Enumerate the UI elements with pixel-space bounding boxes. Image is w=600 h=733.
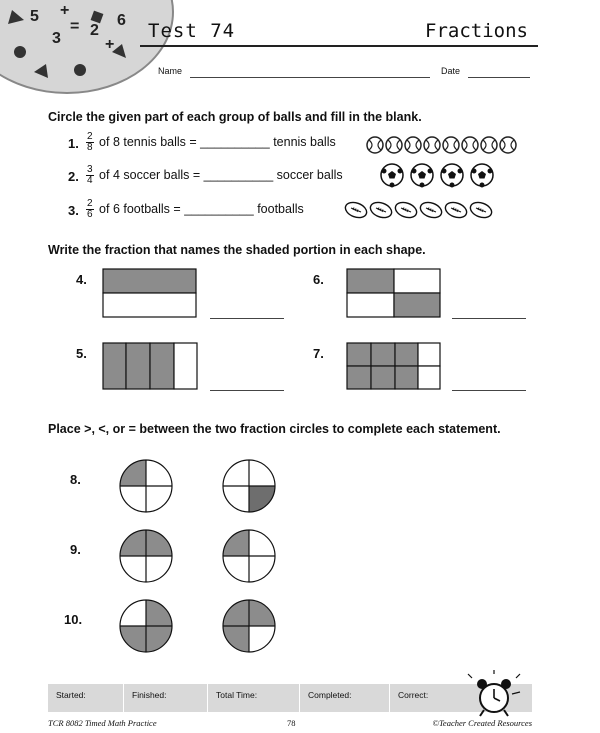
name-label: Name: [158, 66, 183, 76]
q1-tennis-balls: [366, 136, 521, 156]
logo-glyph-equals: =: [70, 18, 80, 35]
q9-number: 9.: [70, 542, 81, 557]
q8-right-circle: [221, 458, 277, 514]
football-icon[interactable]: [393, 200, 418, 220]
q3-number: 3.: [68, 203, 79, 218]
q2-answer-blank[interactable]: __________: [203, 167, 274, 182]
soccer-ball-icon[interactable]: [381, 164, 403, 188]
logo-glyph-3: 3: [52, 30, 61, 47]
tennis-ball-icon[interactable]: [405, 137, 421, 153]
football-icon[interactable]: [443, 200, 468, 220]
q2-number: 2.: [68, 169, 79, 184]
q1-answer-blank[interactable]: __________: [200, 134, 270, 149]
q2-fraction: [86, 165, 94, 186]
logo-glyph-5: 5: [30, 8, 39, 25]
q4-shape: [102, 268, 198, 320]
q4-unshaded-half: [103, 293, 196, 317]
header-logo: [0, 0, 174, 94]
tennis-ball-icon[interactable]: [424, 137, 440, 153]
q9-left-circle: [118, 528, 174, 584]
logo-glyph-6: 6: [117, 12, 126, 29]
q5-answer-line[interactable]: [210, 390, 284, 391]
topic-title: Fractions: [425, 20, 528, 42]
q6-answer-line[interactable]: [452, 318, 526, 319]
q2-prompt: of 4 soccer balls =: [99, 167, 201, 182]
footer-started[interactable]: Started:: [48, 684, 124, 712]
q7-answer-line[interactable]: [452, 390, 526, 391]
q2-soccer-balls: [380, 163, 495, 189]
q5-shape: [102, 342, 198, 390]
q3-footballs: [344, 200, 499, 220]
tennis-ball-icon[interactable]: [386, 137, 402, 153]
alarm-clock-icon: [466, 670, 522, 720]
q2-text: [84, 165, 343, 186]
football-icon[interactable]: [368, 200, 393, 220]
soccer-ball-icon[interactable]: [471, 164, 493, 188]
footer-total-time[interactable]: Total Time:: [208, 684, 300, 712]
soccer-ball-icon[interactable]: [411, 164, 433, 188]
footer-finished[interactable]: Finished:: [124, 684, 208, 712]
q3-text: [84, 199, 304, 220]
q1-number: 1.: [68, 136, 79, 151]
q6-shape: [346, 268, 442, 320]
test-title: Test 74: [148, 20, 236, 42]
q3-denominator: 6: [87, 209, 93, 220]
name-field[interactable]: [190, 77, 430, 78]
football-icon[interactable]: [418, 200, 443, 220]
q6-number: 6.: [313, 272, 324, 287]
footer-left-credit: TCR 8082 Timed Math Practice: [48, 718, 157, 728]
q7-shape: [346, 342, 442, 390]
q1-numerator: 2: [87, 131, 93, 142]
q2-unit: soccer balls: [276, 167, 343, 182]
tennis-ball-icon[interactable]: [443, 137, 459, 153]
q7-number: 7.: [313, 346, 324, 361]
q10-left-circle: [118, 598, 174, 654]
q3-numerator: 2: [87, 198, 93, 209]
q3-prompt: of 6 footballs =: [99, 201, 181, 216]
q3-fraction: [86, 199, 94, 220]
soccer-ball-icon[interactable]: [441, 164, 463, 188]
section2-instruction: Write the fraction that names the shaded portion in each shape.: [48, 243, 426, 257]
logo-glyph-2: 2: [90, 22, 99, 39]
football-icon[interactable]: [344, 200, 369, 220]
q1-prompt: of 8 tennis balls =: [99, 134, 197, 149]
q8-number: 8.: [70, 472, 81, 487]
q10-number: 10.: [64, 612, 83, 627]
tennis-ball-icon[interactable]: [462, 137, 478, 153]
q5-number: 5.: [76, 346, 87, 361]
q8-left-circle: [118, 458, 174, 514]
q4-shaded-half: [103, 269, 196, 293]
tennis-ball-icon[interactable]: [500, 137, 516, 153]
q4-answer-line[interactable]: [210, 318, 284, 319]
section1-instruction: Circle the given part of each group of balls and fill in the blank.: [48, 110, 422, 124]
q10-right-circle: [221, 598, 277, 654]
q9-right-circle: [221, 528, 277, 584]
section3-instruction: Place >, <, or = between the two fraction circles to complete each statement.: [48, 422, 501, 436]
footer-right-credit: ©Teacher Created Resources: [432, 718, 532, 728]
q2-numerator: 3: [87, 164, 93, 175]
q4-number: 4.: [76, 272, 87, 287]
logo-glyph-plus-2: +: [105, 36, 115, 53]
q1-fraction: [86, 132, 94, 153]
footer-page-number: 78: [287, 718, 296, 728]
q1-denominator: 8: [87, 142, 93, 153]
footer-correct[interactable]: Correct:: [398, 690, 429, 700]
logo-glyph-plus: +: [60, 2, 70, 19]
header-rule: [140, 45, 538, 47]
tennis-ball-icon[interactable]: [367, 137, 383, 153]
tennis-ball-icon[interactable]: [481, 137, 497, 153]
date-field[interactable]: [468, 77, 530, 78]
q2-denominator: 4: [87, 175, 93, 186]
footer-bar: [48, 684, 532, 712]
q3-unit: footballs: [257, 201, 304, 216]
footer-completed[interactable]: Completed:: [300, 684, 390, 712]
q1-unit: tennis balls: [273, 134, 336, 149]
date-label: Date: [441, 66, 461, 76]
football-icon[interactable]: [468, 200, 493, 220]
q3-answer-blank[interactable]: __________: [184, 201, 254, 216]
q1-text: [84, 132, 336, 153]
